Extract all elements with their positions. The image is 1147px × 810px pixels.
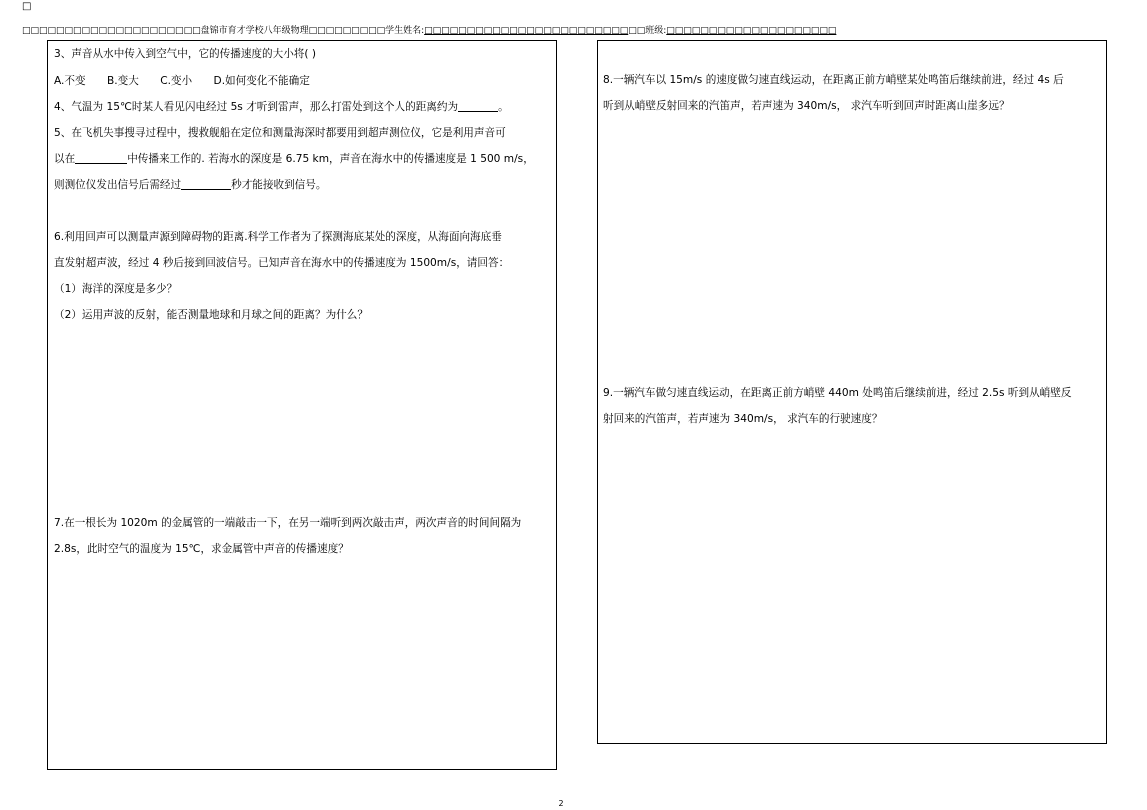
left-question-panel: [47, 40, 557, 770]
question-5-text-c: 则测位仪发出信号后需经过: [54, 179, 182, 191]
question-9-line-2: 射回来的汽笛声，若声速为 340m/s， 求汽车的行驶速度？: [603, 413, 883, 425]
question-6-sub-2: （2）运用声波的反射，能否测量地球和月球之间的距离？为什么？: [54, 309, 368, 321]
question-5-text-a: 以在: [54, 153, 76, 165]
question-5-line-1: 5、在飞机失事搜寻过程中，搜救舰船在定位和测量海深时都要用到超声测位仪，它是利用声音可: [54, 127, 506, 139]
question-8-line-1: 8.一辆汽车以 15m/s 的速度做匀速直线运动，在距离正前方峭壁某处鸣笛后继续前进，经过 4s 后: [603, 74, 1064, 86]
option-d: D.如何变化不能确定: [213, 75, 310, 87]
question-8-line-2: 听到从峭壁反射回来的汽笛声，若声速为 340m/s， 求汽车听到回声时距离山崖多远？: [603, 100, 1010, 112]
document-header: [22, 25, 1112, 37]
class-label: □□班级:: [628, 26, 667, 36]
option-b: B.变大: [107, 75, 139, 87]
question-9-line-1: 9.一辆汽车做匀速直线运动，在距离正前方峭壁 440m 处鸣笛后继续前进，经过 2.5s 听到从峭壁反: [603, 387, 1072, 399]
page-number: 2: [558, 799, 564, 808]
question-5-line-3: [54, 172, 326, 198]
question-6-sub-1: （1）海洋的深度是多少？: [54, 283, 178, 295]
right-question-panel: [597, 40, 1107, 744]
question-6-line-2: 直发射超声波，经过 4 秒后接到回波信号。已知声音在海水中的传播速度为 1500m/s，请回答：: [54, 257, 510, 269]
corner-mark: □: [22, 1, 32, 12]
school-title: □□□□□□□□□□□□□□□□□□□□□盘锦市育才学校八年级物理□□□□□□□□□学生姓名:: [22, 26, 425, 36]
question-3-options: [54, 68, 328, 94]
answer-blank: [181, 177, 231, 190]
option-c: C.变小: [160, 75, 193, 87]
option-a: A.不变: [54, 75, 86, 87]
question-5-text-b: 中传播来工作的. 若海水的深度是 6.75 km，声音在海水中的传播速度是 1 500 m/s，: [127, 153, 534, 165]
question-3-stem: 3、声音从水中传入到空气中，它的传播速度的大小将( ): [54, 48, 317, 60]
question-7-line-2: 2.8s，此时空气的温度为 15℃，求金属管中声音的传播速度？: [54, 543, 349, 555]
question-7-line-1: 7.在一根长为 1020m 的金属管的一端敲击一下，在另一端听到两次敲击声，两次声音的时间间隔为: [54, 517, 522, 529]
question-4-end: 。: [498, 101, 509, 113]
answer-blank: [458, 99, 498, 112]
question-4-text: 4、气温为 15℃时某人看见闪电经过 5s 才听到雷声，那么打雷处到这个人的距离约为: [54, 101, 459, 113]
class-blank: □□□□□□□□□□□□□□□□□□□□: [666, 26, 837, 36]
student-name-blank: □□□□□□□□□□□□□□□□□□□□□□□□: [424, 26, 629, 36]
question-5-text-d: 秒才能接收到信号。: [231, 179, 327, 191]
question-5-line-2: [54, 146, 534, 172]
question-6-line-1: 6.利用回声可以测量声源到障碍物的距离.科学工作者为了探测海底某处的深度，从海面向海底垂: [54, 231, 502, 243]
answer-blank: [75, 151, 127, 164]
question-4: [54, 94, 509, 120]
